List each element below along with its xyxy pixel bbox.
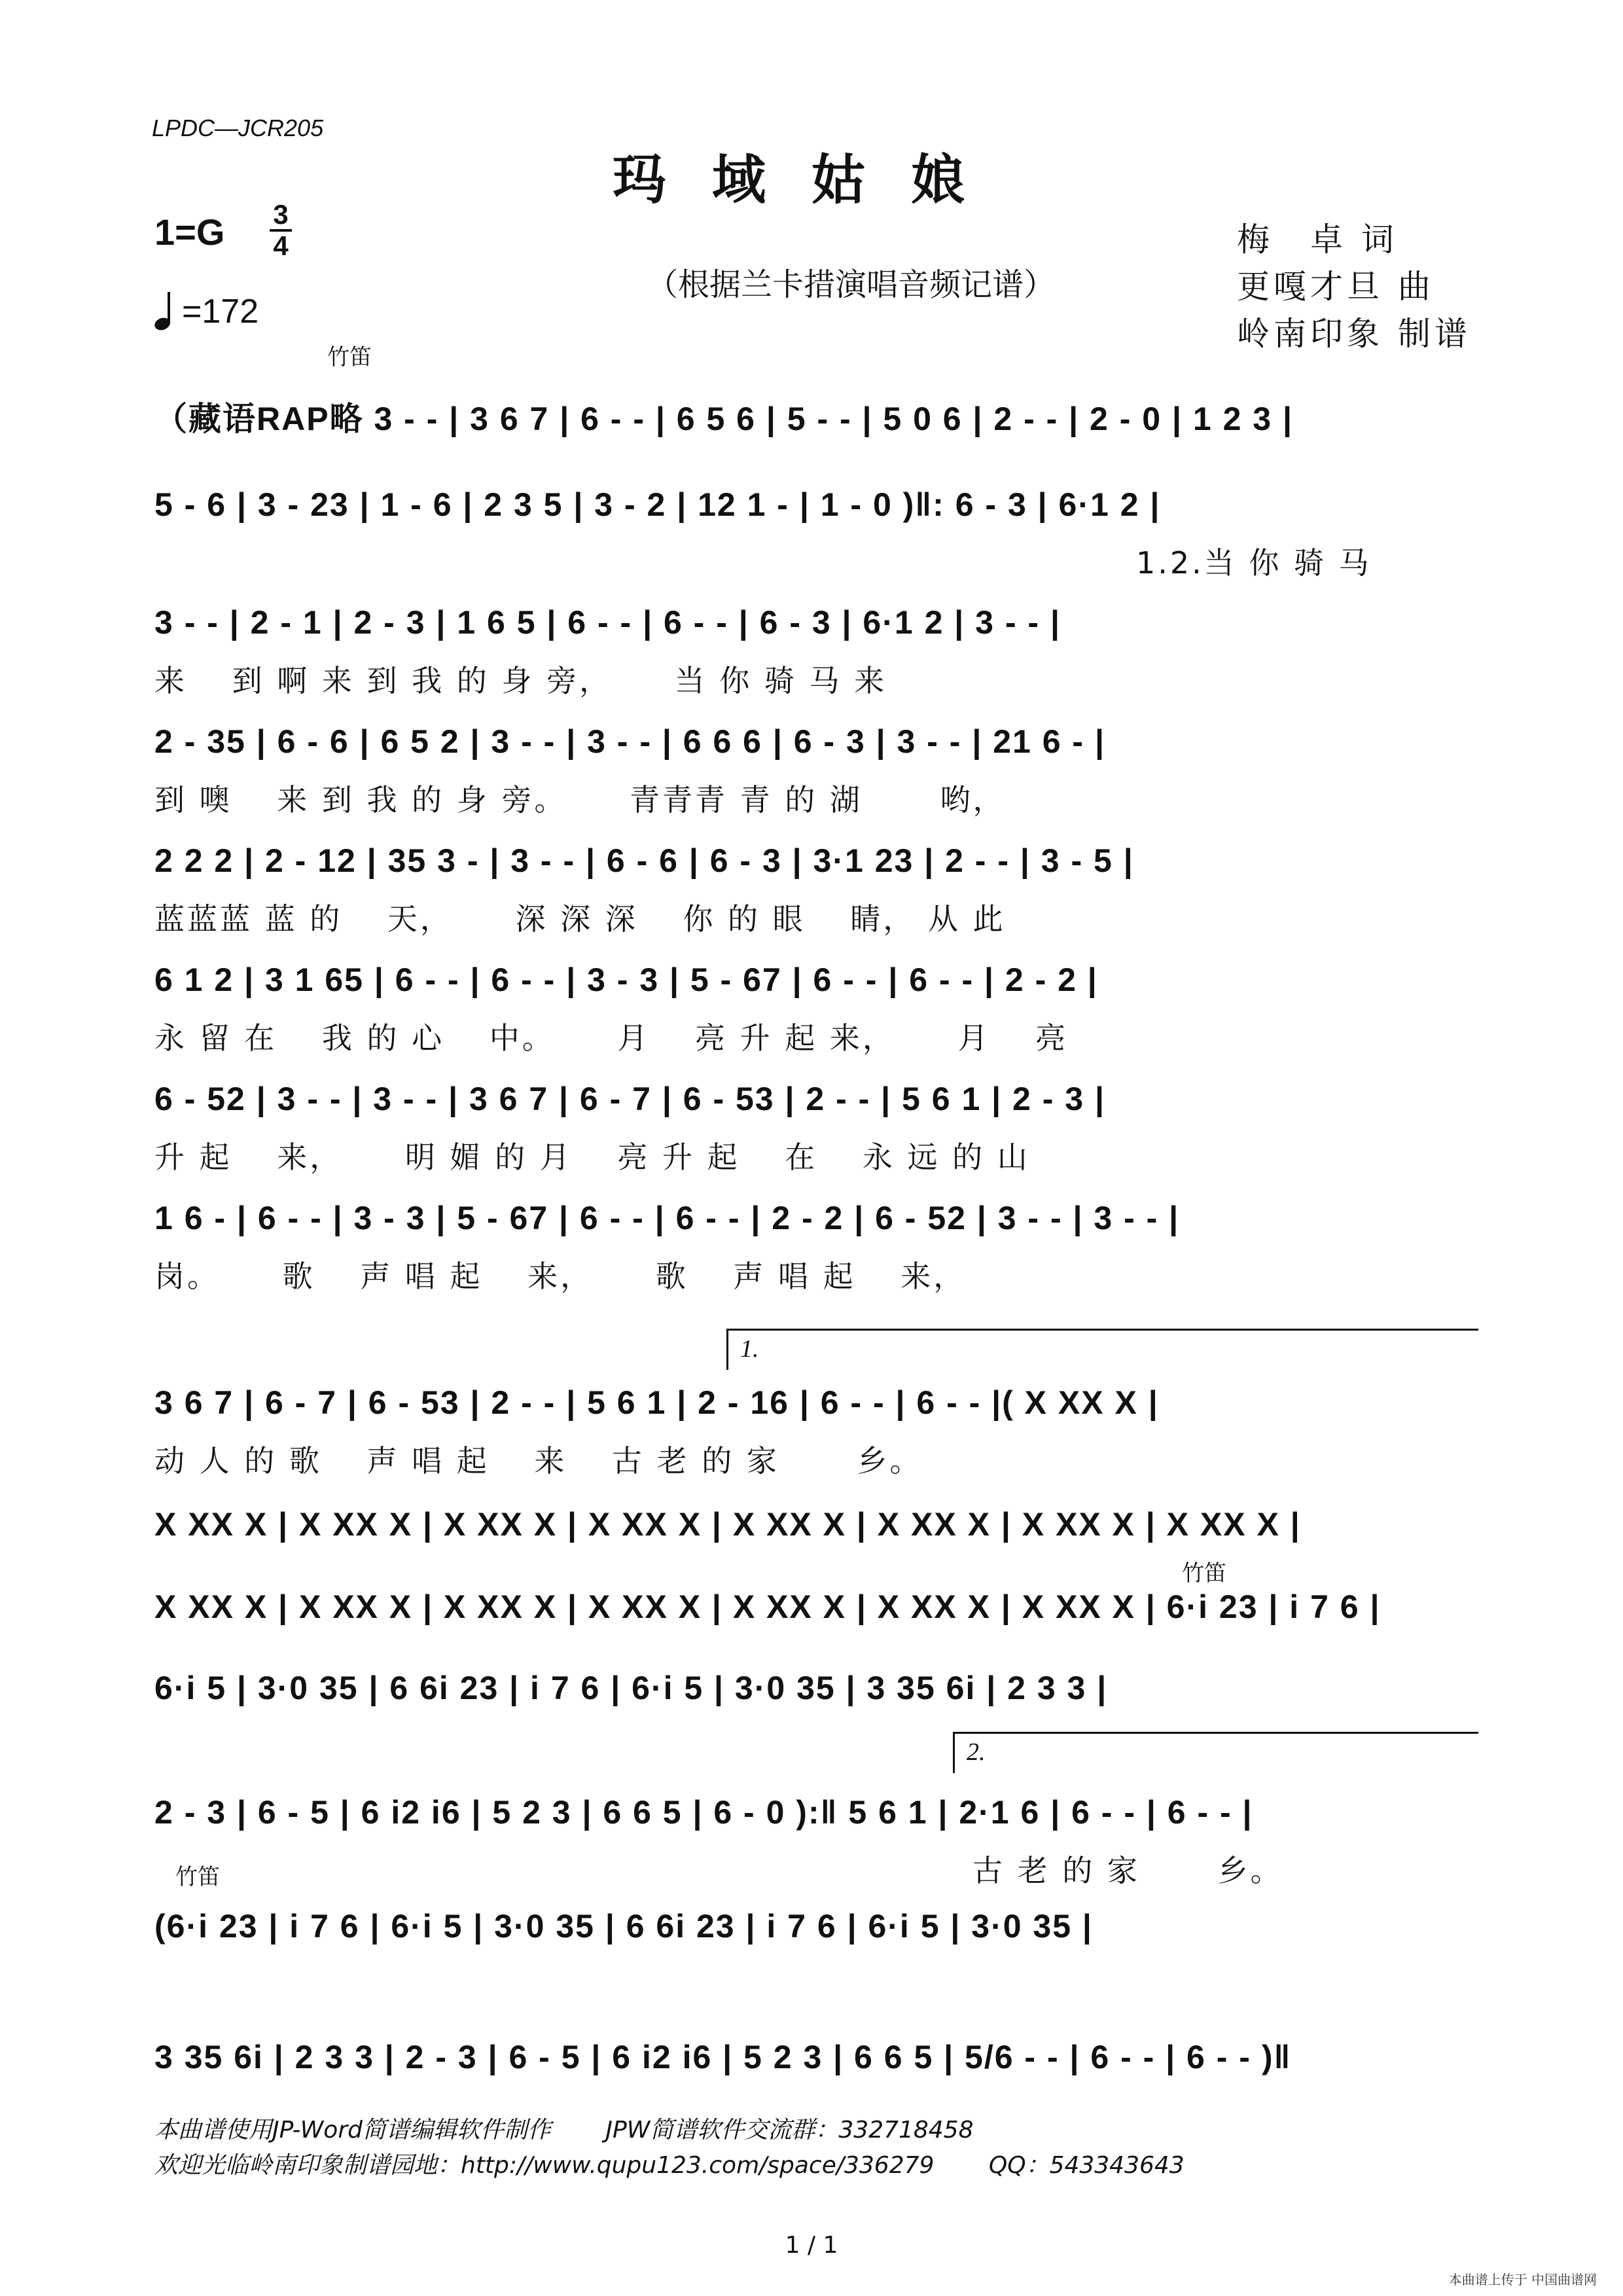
score-system: 3 35 6i | 2 3 3 | 2 - 3 | 6 - 5 | 6 i2 i6 | 5 2 3 | 6 6 5 | 5/6 - - | 6 - - | 6 - - )‖	[154, 2039, 1292, 2075]
second-ending-bracket	[953, 1732, 1478, 1773]
subtitle: （根据兰卡措演唱音频记谱）	[646, 266, 1055, 303]
score-code: LPDC—JCR205	[152, 115, 324, 141]
score-system: 6·i 5 | 3·0 35 | 6 6i 23 | i 7 6 | 6·i 5 | 3·0 35 | 3 35 6i | 2 3 3 |	[154, 1670, 1108, 1706]
score-system: 6 - 52 | 3 - - | 3 - - | 3 6 7 | 6 - 7 | 6 - 53 | 2 - - | 5 6 1 | 2 - 3 |	[154, 1081, 1105, 1117]
score-system: 2 - 35 | 6 - 6 | 6 5 2 | 3 - - | 3 - - | 6 6 6 | 6 - 3 | 3 - - | 21 6 - |	[154, 723, 1105, 760]
second-ending-label: 2.	[967, 1738, 986, 1766]
instrument-label: 竹笛	[1182, 1560, 1226, 1587]
score-system: 2 2 2 | 2 - 12 | 35 3 - | 3 - - | 6 - 6 | 6 - 3 | 3·1 23 | 2 - - | 3 - 5 |	[154, 842, 1134, 879]
instrument-label: 竹笛	[175, 1864, 220, 1890]
footer-website-note: 欢迎光临岭南印象制谱园地：http://www.qupu123.com/space/336279 QQ：543343643	[154, 2152, 1185, 2179]
composer-credit: 更嘎才旦 曲	[1237, 268, 1435, 306]
key-signature: 1=G	[154, 211, 225, 253]
page-number: 1 / 1	[785, 2232, 838, 2259]
instrument-label: 竹笛	[327, 344, 372, 370]
lyric-line: 蓝蓝蓝 蓝 的 天， 深 深 深 你 的 眼 睛， 从 此	[154, 901, 1006, 937]
score-system: 3 - - | 2 - 1 | 2 - 3 | 1 6 5 | 6 - - | 6 - - | 6 - 3 | 6·1 2 | 3 - - |	[154, 604, 1061, 641]
lyricist-credit: 梅 卓 词	[1237, 221, 1398, 259]
page-title: 玛域姑娘	[612, 149, 1010, 211]
lyric-line: 古 老 的 家 乡。	[972, 1853, 1283, 1888]
score-system: X XX X | X XX X | X XX X | X XX X | X XX X | X XX X | X XX X | X XX X |	[154, 1506, 1301, 1543]
upload-stamp: 本曲谱上传于 中国曲谱网	[1448, 2272, 1597, 2287]
score-system: X XX X | X XX X | X XX X | X XX X | X XX X | X XX X | X XX X | 6·i 23 | i 7 6 |	[154, 1588, 1381, 1625]
score-system: （藏语RAP略 3 - - | 3 6 7 | 6 - - | 6 5 6 | 5 - - | 5 0 6 | 2 - - | 2 - 0 | 1 2 3 |	[154, 401, 1293, 437]
lyric-line: 到 噢 来 到 我 的 身 旁。 青青青 青 的 湖 哟，	[154, 782, 1006, 817]
score-system: 2 - 3 | 6 - 5 | 6 i2 i6 | 5 2 3 | 6 6 5 | 6 - 0 ):‖ 5 6 1 | 2·1 6 | 6 - - | 6 - - |	[154, 1794, 1253, 1831]
lyric-line: 动 人 的 歌 声 唱 起 来 古 老 的 家 乡。	[154, 1443, 923, 1479]
lyric-line: 升 起 来， 明 媚 的 月 亮 升 起 在 永 远 的 山	[154, 1139, 1030, 1175]
time-numerator: 3	[273, 199, 289, 230]
lyric-line: 永 留 在 我 的 心 中。 月 亮 升 起 来， 月 亮	[154, 1020, 1069, 1056]
score-system: 5 - 6 | 3 - 23 | 1 - 6 | 2 3 5 | 3 - 2 | 12 1 - | 1 - 0 )‖: 6 - 3 | 6·1 2 |	[154, 486, 1161, 523]
time-signature	[270, 200, 292, 260]
lyric-line: 1.2.当 你 骑 马	[1136, 545, 1372, 581]
tempo-value: =172	[182, 293, 259, 331]
lyric-line: 岗。 歌 声 唱 起 来， 歌 声 唱 起 来，	[154, 1259, 967, 1294]
score-system: 3 6 7 | 6 - 7 | 6 - 53 | 2 - - | 5 6 1 | 2 - 16 | 6 - - | 6 - - |( X XX X |	[154, 1384, 1159, 1421]
arranger-credit: 岭南印象 制谱	[1237, 315, 1471, 353]
score-system: (6·i 23 | i 7 6 | 6·i 5 | 3·0 35 | 6 6i 23 | i 7 6 | 6·i 5 | 3·0 35 |	[154, 1908, 1093, 1945]
score-system: 1 6 - | 6 - - | 3 - 3 | 5 - 67 | 6 - - | 6 - - | 2 - 2 | 6 - 52 | 3 - - | 3 - - |	[154, 1200, 1180, 1236]
score-system: 6 1 2 | 3 1 65 | 6 - - | 6 - - | 3 - 3 | 5 - 67 | 6 - - | 6 - - | 2 - 2 |	[154, 961, 1098, 998]
first-ending-label: 1.	[740, 1335, 759, 1363]
first-ending-bracket	[726, 1329, 1478, 1370]
time-denominator: 4	[273, 230, 289, 261]
lyric-line: 来 到 啊 来 到 我 的 身 旁， 当 你 骑 马 来	[154, 663, 887, 698]
footer-software-note: 本曲谱使用JP-Word简谱编辑软件制作 JPW简谱软件交流群：332718458	[154, 2117, 974, 2144]
